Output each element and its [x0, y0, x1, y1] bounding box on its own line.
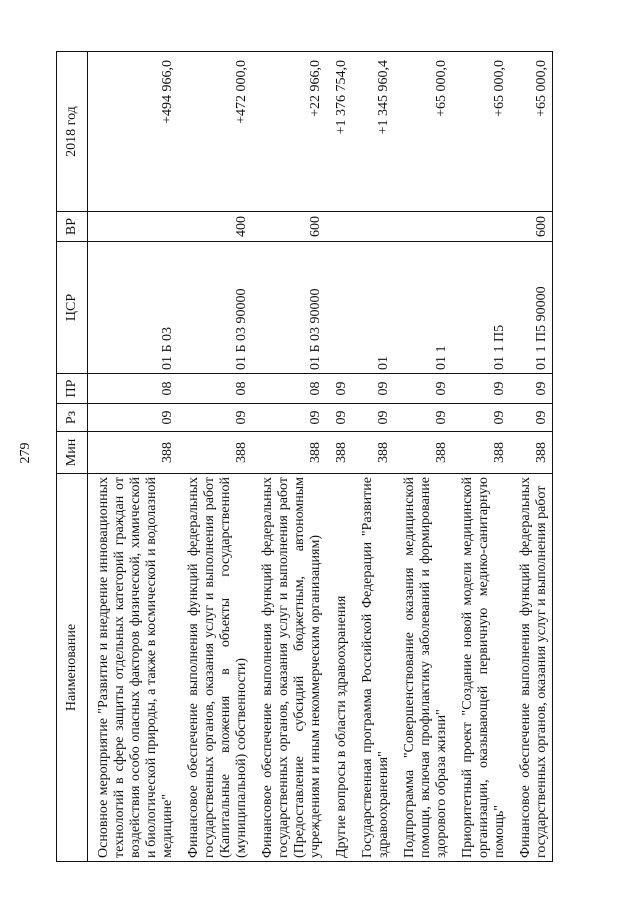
- row-pr: 08: [252, 374, 326, 404]
- row-amount: +1 345 960,4: [352, 52, 394, 212]
- header-csr: ЦСР: [57, 242, 88, 374]
- row-pr: 08: [88, 374, 179, 404]
- row-vr: [88, 212, 179, 242]
- row-amount: +65 000,0: [394, 52, 452, 212]
- row-min: 388: [394, 432, 452, 474]
- row-vr: [326, 212, 352, 242]
- row-min: 388: [326, 432, 352, 474]
- row-min: 388: [352, 432, 394, 474]
- row-vr: 600: [510, 212, 553, 242]
- row-min: 388: [452, 432, 510, 474]
- row-vr: [452, 212, 510, 242]
- rotated-budget-table: [56, 52, 616, 862]
- row-amount: +22 966,0: [252, 52, 326, 212]
- table-row: [452, 52, 510, 862]
- row-csr: 01 1: [394, 242, 452, 374]
- row-name: Финансовое обеспечение выполнения функций федеральных государственных органов, оказания услуг и выполнения работ: [510, 474, 553, 862]
- row-name: Приоритетный проект "Создание новой модели медицинской организации, оказывающей первичную медико-санитарную помощь": [452, 474, 510, 862]
- budget-table: [56, 51, 553, 862]
- row-pr: 09: [452, 374, 510, 404]
- row-min: 388: [252, 432, 326, 474]
- row-csr: 01 Б 03 90000: [252, 242, 326, 374]
- table-row: [88, 52, 179, 862]
- table-row: [252, 52, 326, 862]
- row-name: Государственная программа Российской Федерации "Развитие здравоохранения": [352, 474, 394, 862]
- row-csr: 01 1 П5: [452, 242, 510, 374]
- row-rz: 09: [178, 404, 252, 432]
- row-pr: 09: [352, 374, 394, 404]
- row-pr: 09: [510, 374, 553, 404]
- row-pr: 09: [326, 374, 352, 404]
- row-vr: [394, 212, 452, 242]
- row-rz: 09: [352, 404, 394, 432]
- header-pr: ПР: [57, 374, 88, 404]
- row-rz: 09: [88, 404, 179, 432]
- row-csr: 01 1 П5 90000: [510, 242, 553, 374]
- row-vr: 400: [178, 212, 252, 242]
- row-name: Финансовое обеспечение выполнения функций федеральных государственных органов, оказания услуг и выполнения работ (Предоставление субсидий бюджетным, автономным учреждениям и иным некоммерческим организациям): [252, 474, 326, 862]
- row-rz: 09: [510, 404, 553, 432]
- row-min: 388: [178, 432, 252, 474]
- row-amount: +65 000,0: [452, 52, 510, 212]
- row-amount: +472 000,0: [178, 52, 252, 212]
- table-row: [510, 52, 553, 862]
- row-rz: 09: [252, 404, 326, 432]
- row-min: 388: [88, 432, 179, 474]
- table-row: [326, 52, 352, 862]
- header-year: 2018 год: [57, 52, 88, 212]
- row-amount: +65 000,0: [510, 52, 553, 212]
- row-min: 388: [510, 432, 553, 474]
- table-row: [178, 52, 252, 862]
- table-row: [394, 52, 452, 862]
- page-number: 279: [18, 442, 33, 464]
- row-name: Другие вопросы в области здравоохранения: [326, 474, 352, 862]
- row-name: Основное мероприятие "Развитие и внедрение инновационных технологий в сфере защиты отдельных категорий граждан от воздействия особо опасных факторов физической, химической и биологической природы, а также в космической и водолазной медицине": [88, 474, 179, 862]
- row-name: Подпрограмма "Совершенствование оказания медицинской помощи, включая профилактику заболеваний и формирование здорового образа жизни": [394, 474, 452, 862]
- row-amount: +494 966,0: [88, 52, 179, 212]
- row-csr: [326, 242, 352, 374]
- row-rz: 09: [326, 404, 352, 432]
- row-amount: +1 376 754,0: [326, 52, 352, 212]
- row-csr: 01: [352, 242, 394, 374]
- table-header-row: [57, 52, 88, 862]
- row-rz: 09: [452, 404, 510, 432]
- row-pr: 09: [394, 374, 452, 404]
- table-row: [352, 52, 394, 862]
- row-vr: 600: [252, 212, 326, 242]
- row-name: Финансовое обеспечение выполнения функций федеральных государственных органов, оказания услуг и выполнения работ (Капитальные вложения в объекты государственной (муниципальной) собственности): [178, 474, 252, 862]
- row-rz: 09: [394, 404, 452, 432]
- header-vr: ВР: [57, 212, 88, 242]
- header-name: Наименование: [57, 474, 88, 862]
- header-rz: Рз: [57, 404, 88, 432]
- header-min: Мин: [57, 432, 88, 474]
- row-pr: 08: [178, 374, 252, 404]
- row-csr: 01 Б 03: [88, 242, 179, 374]
- row-csr: 01 Б 03 90000: [178, 242, 252, 374]
- row-vr: [352, 212, 394, 242]
